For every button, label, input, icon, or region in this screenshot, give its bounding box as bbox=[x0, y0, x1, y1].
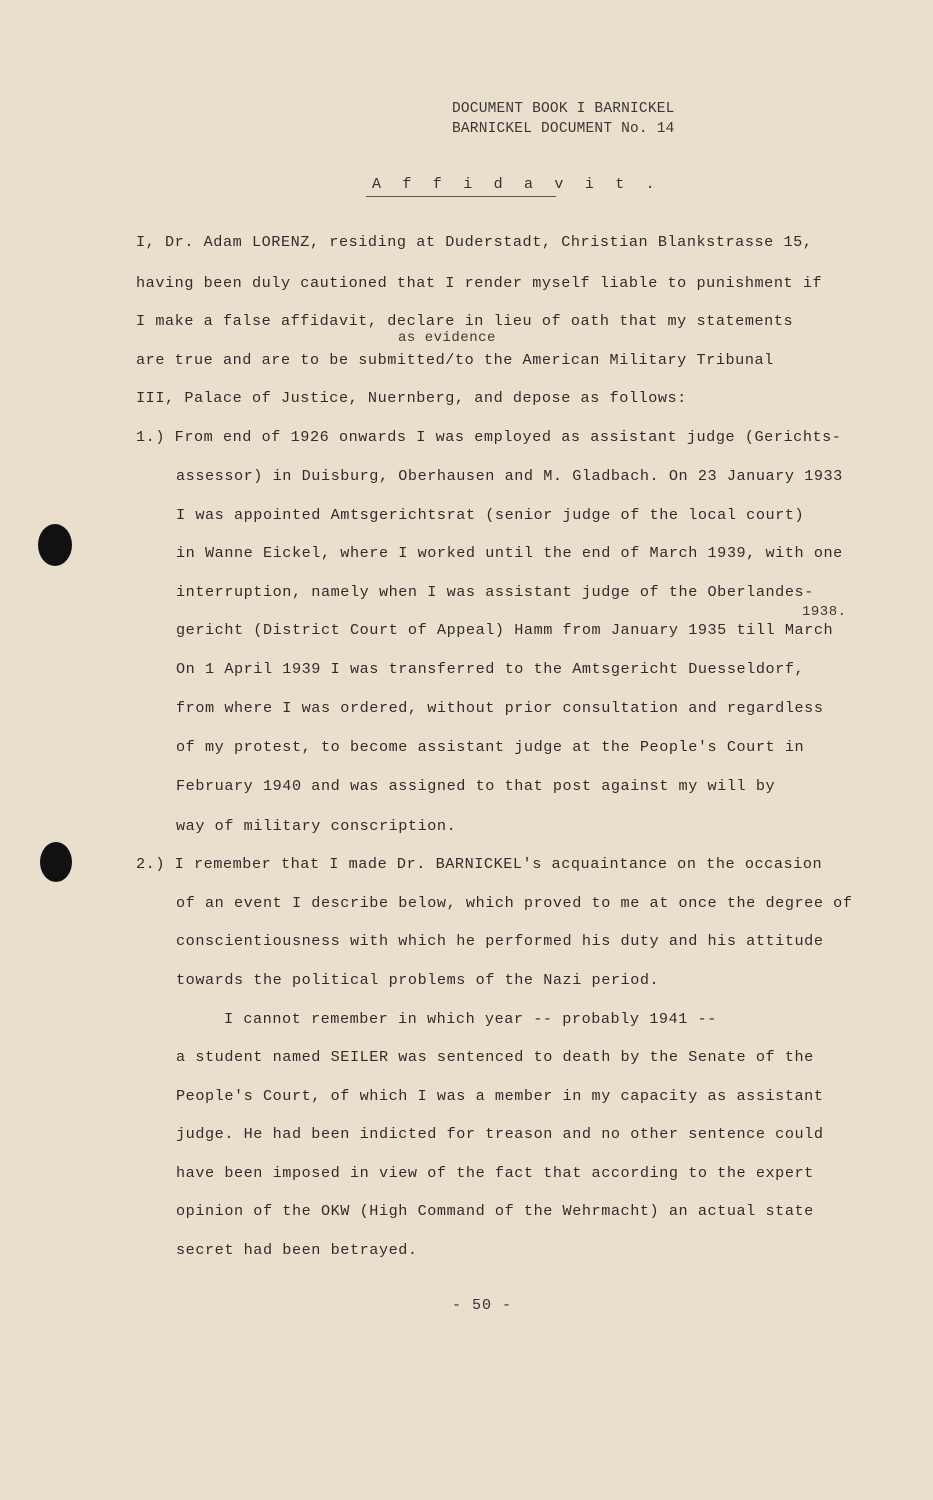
para1-line: February 1940 and was assigned to that post against my will by bbox=[176, 777, 776, 795]
para1-line: 1.) From end of 1926 onwards I was employed as assistant judge (Gerichts- bbox=[136, 428, 842, 446]
para1-line: I was appointed Amtsgerichtsrat (senior judge of the local court) bbox=[176, 506, 805, 524]
para1-line: gericht (District Court of Appeal) Hamm from January 1935 till March bbox=[176, 621, 834, 639]
para1-line: from where I was ordered, without prior consultation and regardless bbox=[176, 699, 824, 717]
intro-line: III, Palace of Justice, Nuernberg, and depose as follows: bbox=[136, 389, 687, 407]
para2-line: People's Court, of which I was a member in my capacity as assistant bbox=[176, 1087, 824, 1105]
page-number: - 50 - bbox=[452, 1297, 513, 1314]
document-reference bbox=[452, 99, 675, 139]
intro-line: I, Dr. Adam LORENZ, residing at Duderstadt, Christian Blankstrasse 15, bbox=[136, 233, 813, 251]
document-book-line: DOCUMENT BOOK I BARNICKEL bbox=[452, 101, 675, 117]
para2-line: secret had been betrayed. bbox=[176, 1241, 418, 1259]
para1-line: in Wanne Eickel, where I worked until the end of March 1939, with one bbox=[176, 544, 843, 562]
para2-line: towards the political problems of the Nazi period. bbox=[176, 971, 660, 989]
intro-line: I make a false affidavit, declare in lieu of oath that my statements bbox=[136, 312, 794, 330]
para2-line: have been imposed in view of the fact that according to the expert bbox=[176, 1164, 814, 1182]
intro-line: are true and are to be submitted/to the American Military Tribunal bbox=[136, 351, 774, 369]
para1-line: way of military conscription. bbox=[176, 817, 457, 835]
punch-hole-upper bbox=[38, 524, 72, 566]
para2-line: I cannot remember in which year -- probably 1941 -- bbox=[224, 1010, 717, 1028]
para2-line: conscientiousness with which he performed his duty and his attitude bbox=[176, 932, 824, 950]
para1-line: assessor) in Duisburg, Oberhausen and M. Gladbach. On 23 January 1933 bbox=[176, 467, 843, 485]
para1-line: interruption, namely when I was assistant judge of the Oberlandes- bbox=[176, 583, 814, 601]
title-underline bbox=[366, 196, 556, 197]
para1-line: of my protest, to become assistant judge at the People's Court in bbox=[176, 738, 805, 756]
handwritten-insert: as evidence bbox=[398, 330, 496, 346]
para2-line: of an event I describe below, which proved to me at once the degree of bbox=[176, 894, 853, 912]
punch-hole-lower bbox=[40, 842, 72, 882]
intro-line: having been duly cautioned that I render myself liable to punishment if bbox=[136, 274, 823, 292]
handwritten-insert: 1938. bbox=[802, 604, 847, 620]
page-title: A f f i d a v i t . bbox=[372, 176, 661, 193]
para2-line: a student named SEILER was sentenced to death by the Senate of the bbox=[176, 1048, 814, 1066]
para2-line: 2.) I remember that I made Dr. BARNICKEL's acquaintance on the occasion bbox=[136, 855, 823, 873]
document-number-line: BARNICKEL DOCUMENT No. 14 bbox=[452, 121, 675, 137]
para2-line: opinion of the OKW (High Command of the Wehrmacht) an actual state bbox=[176, 1202, 814, 1220]
para1-line: On 1 April 1939 I was transferred to the Amtsgericht Duesseldorf, bbox=[176, 660, 805, 678]
para2-line: judge. He had been indicted for treason and no other sentence could bbox=[176, 1125, 824, 1143]
